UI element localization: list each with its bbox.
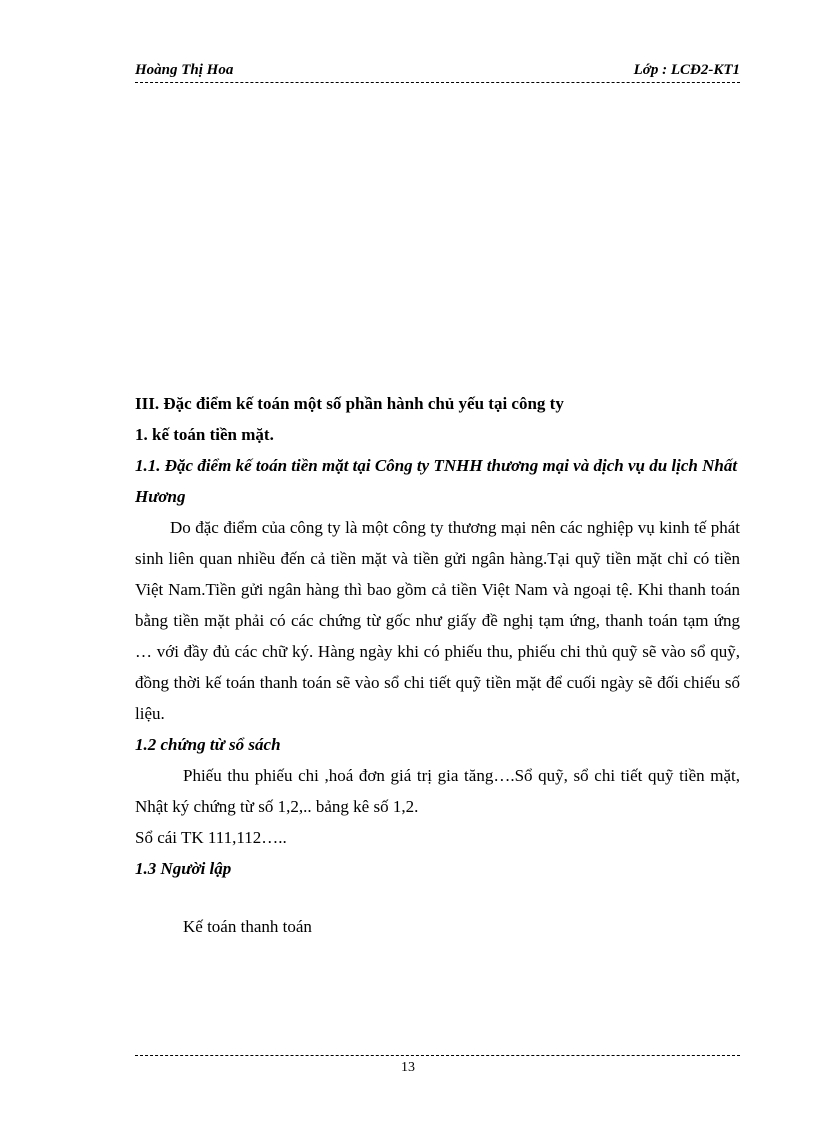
header-class: Lớp : LCĐ2-KT1 (633, 62, 740, 78)
footer-divider (135, 1055, 740, 1056)
page-number: 13 (401, 1060, 415, 1075)
header-divider (135, 82, 740, 83)
page-header (135, 62, 740, 84)
paragraph-cash-description: Do đặc điểm của công ty là một công ty thương mại nên các nghiệp vụ kinh tế phát sinh liên quan nhiều đến cả tiền mặt và tiền gửi ngân hàng.Tại quỹ tiền mặt chỉ có tiền Việt Nam.Tiền gửi ngân hàng thì bao gồm cả tiền Việt Nam và ngoại tệ. Khi thanh toán bằng tiền mặt phải có các chứng từ gốc như giấy đề nghị tạm ứng, thanh toán tạm ứng … với đầy đủ các chữ ký. Hàng ngày khi có phiếu thu, phiếu chi thủ quỹ sẽ vào sổ quỹ, đồng thời kế toán thanh toán sẽ vào sổ chi tiết quỹ tiền mặt để cuối ngày sẽ đối chiếu số liệu. (135, 518, 740, 723)
document-body (135, 388, 740, 942)
header-author: Hoàng Thị Hoa (135, 62, 234, 78)
subheading-preparer: 1.3 Người lập (135, 859, 232, 878)
subheading-cash-characteristics: 1.1. Đặc điểm kế toán tiền mặt tại Công ty TNHH thương mại và dịch vụ du lịch Nhất Hương (135, 456, 738, 506)
paragraph-documents: Phiếu thu phiếu chi ,hoá đơn giá trị gia tăng….Sổ quỹ, sổ chi tiết quỹ tiền mặt, Nhật ký chứng từ số 1,2,.. bảng kê số 1,2. (135, 766, 740, 816)
preparer-name: Kế toán thanh toán (183, 917, 312, 936)
section-heading: III. Đặc điểm kế toán một số phần hành chủ yếu tại công ty (135, 394, 564, 413)
subheading-cash-accounting: 1. kế toán tiền mặt. (135, 425, 274, 444)
subheading-documents: 1.2 chứng từ sổ sách (135, 735, 281, 754)
ledger-line: Sổ cái TK 111,112….. (135, 828, 287, 847)
